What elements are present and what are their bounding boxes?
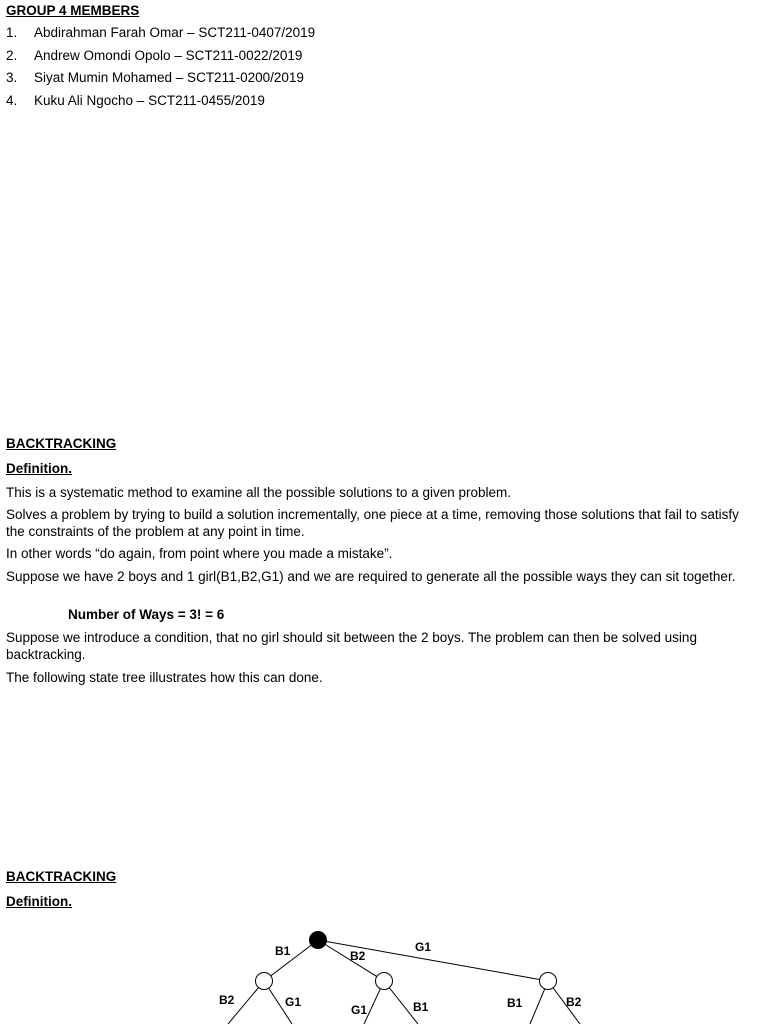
paragraph: Suppose we have 2 boys and 1 girl(B1,B2,G1) and we are required to generate all the possible ways they can sit together. [6,569,736,584]
member-text: Siyat Mumin Mohamed – SCT211-0200/2019 [34,70,304,85]
paragraph: This is a systematic method to examine all the possible solutions to a given problem. [6,485,511,500]
member-text: Andrew Omondi Opolo – SCT211-0022/2019 [34,47,303,63]
edge-label: G1 [415,940,432,954]
section-heading: BACKTRACKING [6,869,117,884]
edge-label: G1 [285,995,302,1009]
section-heading: BACKTRACKING [6,436,117,451]
member-text: Abdirahman Farah Omar – SCT211-0407/2019 [34,25,316,40]
paragraph: The following state tree illustrates how this can done. [6,670,323,685]
definition-subheading: Definition. [6,894,72,909]
group-heading: GROUP 4 MEMBERS [6,3,140,18]
list-number: 3. [6,70,18,85]
list-number: 4. [6,92,18,108]
edge-label: G1 [351,1003,368,1017]
edge-label: B2 [350,949,366,963]
tree-node [540,973,557,990]
tree-node [376,973,393,990]
edge-label: B2 [566,995,582,1009]
edge-label: B2 [219,993,235,1007]
edge-label: B1 [507,996,523,1010]
edge-label: B1 [413,1000,429,1014]
list-number: 1. [6,25,18,40]
paragraph: Solves a problem by trying to build a solution incrementally, one piece at a time, removing those solutions that fail to satisfy the constraints of the problem at any point in time. [6,507,739,539]
paragraph: Suppose we introduce a condition, that no girl should sit between the 2 boys. The problem can then be solved using backtracking. [6,630,697,662]
member-text: Kuku Ali Ngocho – SCT211-0455/2019 [34,92,265,108]
tree-node [256,973,273,990]
definition-subheading: Definition. [6,461,72,476]
root-node [310,932,327,949]
edge-label: B1 [275,944,291,958]
formula: Number of Ways = 3! = 6 [68,607,225,622]
list-number: 2. [6,47,18,63]
tree-edge [264,940,318,981]
paragraph: In other words “do again, from point where you made a mistake”. [6,546,393,561]
